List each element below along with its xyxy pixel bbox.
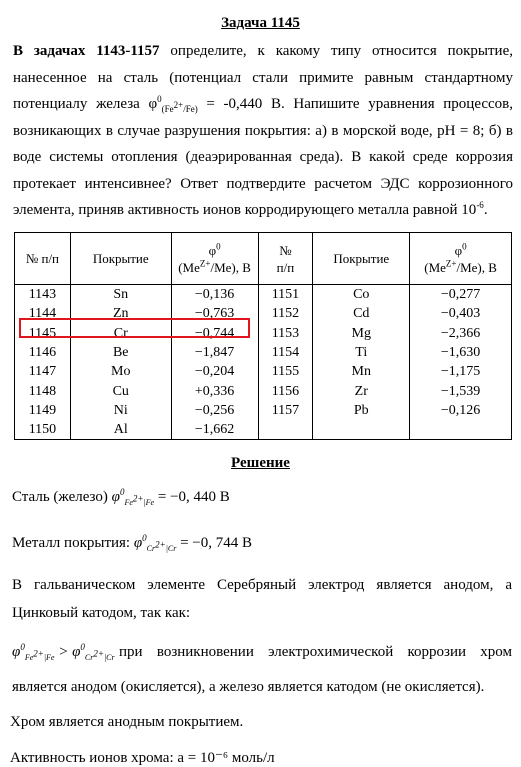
steel-sub-charge: 2+ bbox=[132, 493, 144, 504]
cmp-left-sup: 2+ bbox=[33, 648, 44, 659]
table-row bbox=[15, 285, 512, 305]
metal-value: = −0, 744 В bbox=[176, 535, 253, 551]
statement-lead: В задачах 1143-1157 bbox=[13, 43, 160, 59]
header-unit-b: /Me), В bbox=[210, 259, 251, 275]
right-coating-cell: Pb bbox=[313, 401, 410, 420]
left-num-cell: 1146 bbox=[15, 343, 71, 362]
right-num-cell: 1154 bbox=[258, 343, 313, 362]
right-num-cell: 1156 bbox=[258, 381, 313, 400]
right-potential-cell: −1,539 bbox=[410, 381, 512, 400]
right-num-cell: 1152 bbox=[258, 304, 313, 323]
cmp-right-sup: 2+ bbox=[93, 648, 104, 659]
metal-label: Металл покрытия: bbox=[12, 535, 131, 551]
right-coating-cell: Co bbox=[313, 285, 410, 305]
highlight-box bbox=[19, 318, 250, 338]
header-coating: Покрытие bbox=[70, 233, 171, 285]
right-num-cell: 1151 bbox=[258, 285, 313, 305]
left-coating-cell: Be bbox=[70, 343, 171, 362]
para1-line1: В гальваническом элементе Серебряный электрод является анодом, а bbox=[12, 577, 512, 593]
header-num-2 bbox=[258, 233, 313, 285]
right-coating-cell: Mg bbox=[313, 324, 410, 343]
table-row bbox=[15, 401, 512, 420]
statement-text-2: = -0,440 В. Напишите уравнения процессов, возникающих в случае разрушения покрытия: а) в морской воде, pH = 8; б) в воде системы отопления (деаэрированная среда). В какой среде коррозия протекает интенсивнее? Ответ подтвердите расчетом ЭДС коррозионного элемента, приняв активность ионов корродирующего металла равной 10 bbox=[13, 96, 513, 218]
left-potential-cell: −0,136 bbox=[171, 285, 258, 305]
cmp-left-sub: Fe bbox=[24, 653, 34, 662]
metal-sup: 0 bbox=[142, 533, 147, 543]
left-coating-cell: Cr bbox=[70, 324, 171, 343]
metal-line bbox=[12, 535, 252, 552]
left-num-cell: 1150 bbox=[15, 420, 71, 440]
metal-sub-end: |Cr bbox=[165, 544, 177, 553]
table-row bbox=[15, 381, 512, 400]
comparison-line bbox=[12, 644, 512, 661]
table-row bbox=[15, 343, 512, 362]
steel-formula bbox=[112, 489, 154, 505]
header-phi-sup-2: 0 bbox=[462, 241, 467, 252]
header-num2-b: п/п bbox=[276, 259, 295, 275]
statement-phi-sub bbox=[161, 100, 198, 114]
table-header-row bbox=[15, 233, 512, 285]
table-row bbox=[15, 420, 512, 440]
comparison-formula: $\varphi^0_{Fe^{2+}|Fe} > \varphi^0_{Cr^{2+}|Cr}$ bbox=[12, 642, 115, 662]
para2-line2: является анодом (окисляется), а железо является катодом (не окисляется). bbox=[12, 679, 485, 695]
left-coating-cell: Ni bbox=[70, 401, 171, 420]
left-num-cell: 1144 bbox=[15, 304, 71, 323]
statement-text-3: . bbox=[483, 202, 488, 218]
left-potential-cell: −0,763 bbox=[171, 304, 258, 323]
steel-sub-base: Fe bbox=[124, 498, 133, 507]
statement-exp: -6 bbox=[476, 200, 484, 210]
right-coating-cell: Mn bbox=[313, 362, 410, 381]
right-num-cell: 1157 bbox=[258, 401, 313, 420]
phi-sub-end: /Fe) bbox=[183, 104, 198, 114]
left-coating-cell: Cu bbox=[70, 381, 171, 400]
right-potential-cell: −0,126 bbox=[410, 401, 512, 420]
cmp-right-sub: Cr bbox=[84, 653, 94, 662]
para4: Активность ионов хрома: a = 10⁻⁶ моль/л bbox=[10, 750, 275, 766]
right-num-cell: 1155 bbox=[258, 362, 313, 381]
steel-sup: 0 bbox=[119, 487, 125, 497]
header-num: № п/п bbox=[15, 233, 71, 285]
left-num-cell: 1147 bbox=[15, 362, 71, 381]
right-potential-cell: −0,277 bbox=[410, 285, 512, 305]
steel-line bbox=[12, 489, 230, 506]
statement-phi-sup: 0 bbox=[157, 94, 162, 104]
header-unit-sup: Z+ bbox=[199, 258, 211, 269]
left-num-cell: 1143 bbox=[15, 285, 71, 305]
problem-statement bbox=[13, 38, 513, 224]
metal-sub bbox=[146, 539, 177, 553]
left-num-cell: 1149 bbox=[15, 401, 71, 420]
left-coating-cell: Mo bbox=[70, 362, 171, 381]
left-potential-cell: +0,336 bbox=[171, 381, 258, 400]
right-coating-cell bbox=[313, 420, 410, 440]
para1-line2: Цинковый катодом, так как: bbox=[12, 605, 191, 621]
header-unit-a: (Me bbox=[178, 259, 200, 275]
right-coating-cell: Ti bbox=[313, 343, 410, 362]
left-num-cell: 1145 bbox=[15, 324, 71, 343]
steel-value: = −0, 440 В bbox=[154, 489, 230, 505]
right-coating-cell: Cd bbox=[313, 304, 410, 323]
steel-phi: φ bbox=[111, 489, 120, 505]
cmp-op: > bbox=[54, 644, 73, 660]
header-phi-sup: 0 bbox=[216, 241, 221, 252]
right-potential-cell: −1,630 bbox=[410, 343, 512, 362]
phi-sub-base: (Fe bbox=[161, 104, 174, 114]
para2-line1: при возникновении электрохимической коррозии хром bbox=[119, 644, 512, 660]
metal-formula bbox=[134, 535, 177, 551]
left-num-cell: 1148 bbox=[15, 381, 71, 400]
left-coating-cell: Zn bbox=[70, 304, 171, 323]
header-potential bbox=[171, 233, 258, 285]
header-phi: φ bbox=[208, 242, 217, 258]
right-potential-cell: −0,403 bbox=[410, 304, 512, 323]
left-coating-cell: Al bbox=[70, 420, 171, 440]
metal-phi: φ bbox=[133, 535, 143, 551]
right-potential-cell bbox=[410, 420, 512, 440]
table-row bbox=[15, 362, 512, 381]
steel-label: Сталь (железо) bbox=[12, 489, 108, 505]
solution-title: Решение bbox=[231, 455, 290, 471]
right-num-cell: 1153 bbox=[258, 324, 313, 343]
table-body bbox=[15, 285, 512, 440]
left-coating-cell: Sn bbox=[70, 285, 171, 305]
header-unit-b-2: /Me), В bbox=[456, 259, 497, 275]
header-potential-2 bbox=[410, 233, 512, 285]
header-coating-2: Покрытие bbox=[313, 233, 410, 285]
header-phi-2: φ bbox=[454, 242, 463, 258]
left-potential-cell: −0,256 bbox=[171, 401, 258, 420]
statement-text-1: определите, к какому типу относится покрытие, нанесенное на сталь (потенциал стали примите равным стандартному потенциалу железа φ bbox=[13, 43, 513, 112]
left-potential-cell: −0,744 bbox=[171, 324, 258, 343]
header-num2-a: № bbox=[279, 242, 292, 258]
problem-title: Задача 1145 bbox=[221, 15, 300, 31]
steel-sub-end: |Fe bbox=[143, 498, 155, 507]
left-potential-cell: −1,847 bbox=[171, 343, 258, 362]
metal-sub-charge: 2+ bbox=[155, 539, 166, 550]
right-coating-cell: Zr bbox=[313, 381, 410, 400]
right-potential-cell: −1,175 bbox=[410, 362, 512, 381]
steel-sub bbox=[124, 493, 155, 507]
header-unit-sup-2: Z+ bbox=[445, 258, 457, 269]
cmp-left-end: |Fe bbox=[43, 653, 55, 662]
right-num-cell bbox=[258, 420, 313, 440]
left-potential-cell: −0,204 bbox=[171, 362, 258, 381]
header-unit-a-2: (Me bbox=[424, 259, 446, 275]
right-potential-cell: −2,366 bbox=[410, 324, 512, 343]
phi-sub-charge: 2+ bbox=[173, 100, 184, 110]
metal-sub-base: Cr bbox=[146, 544, 156, 553]
left-potential-cell: −1,662 bbox=[171, 420, 258, 440]
cmp-right-end: |Cr bbox=[103, 653, 115, 662]
para3: Хром является анодным покрытием. bbox=[10, 714, 244, 730]
